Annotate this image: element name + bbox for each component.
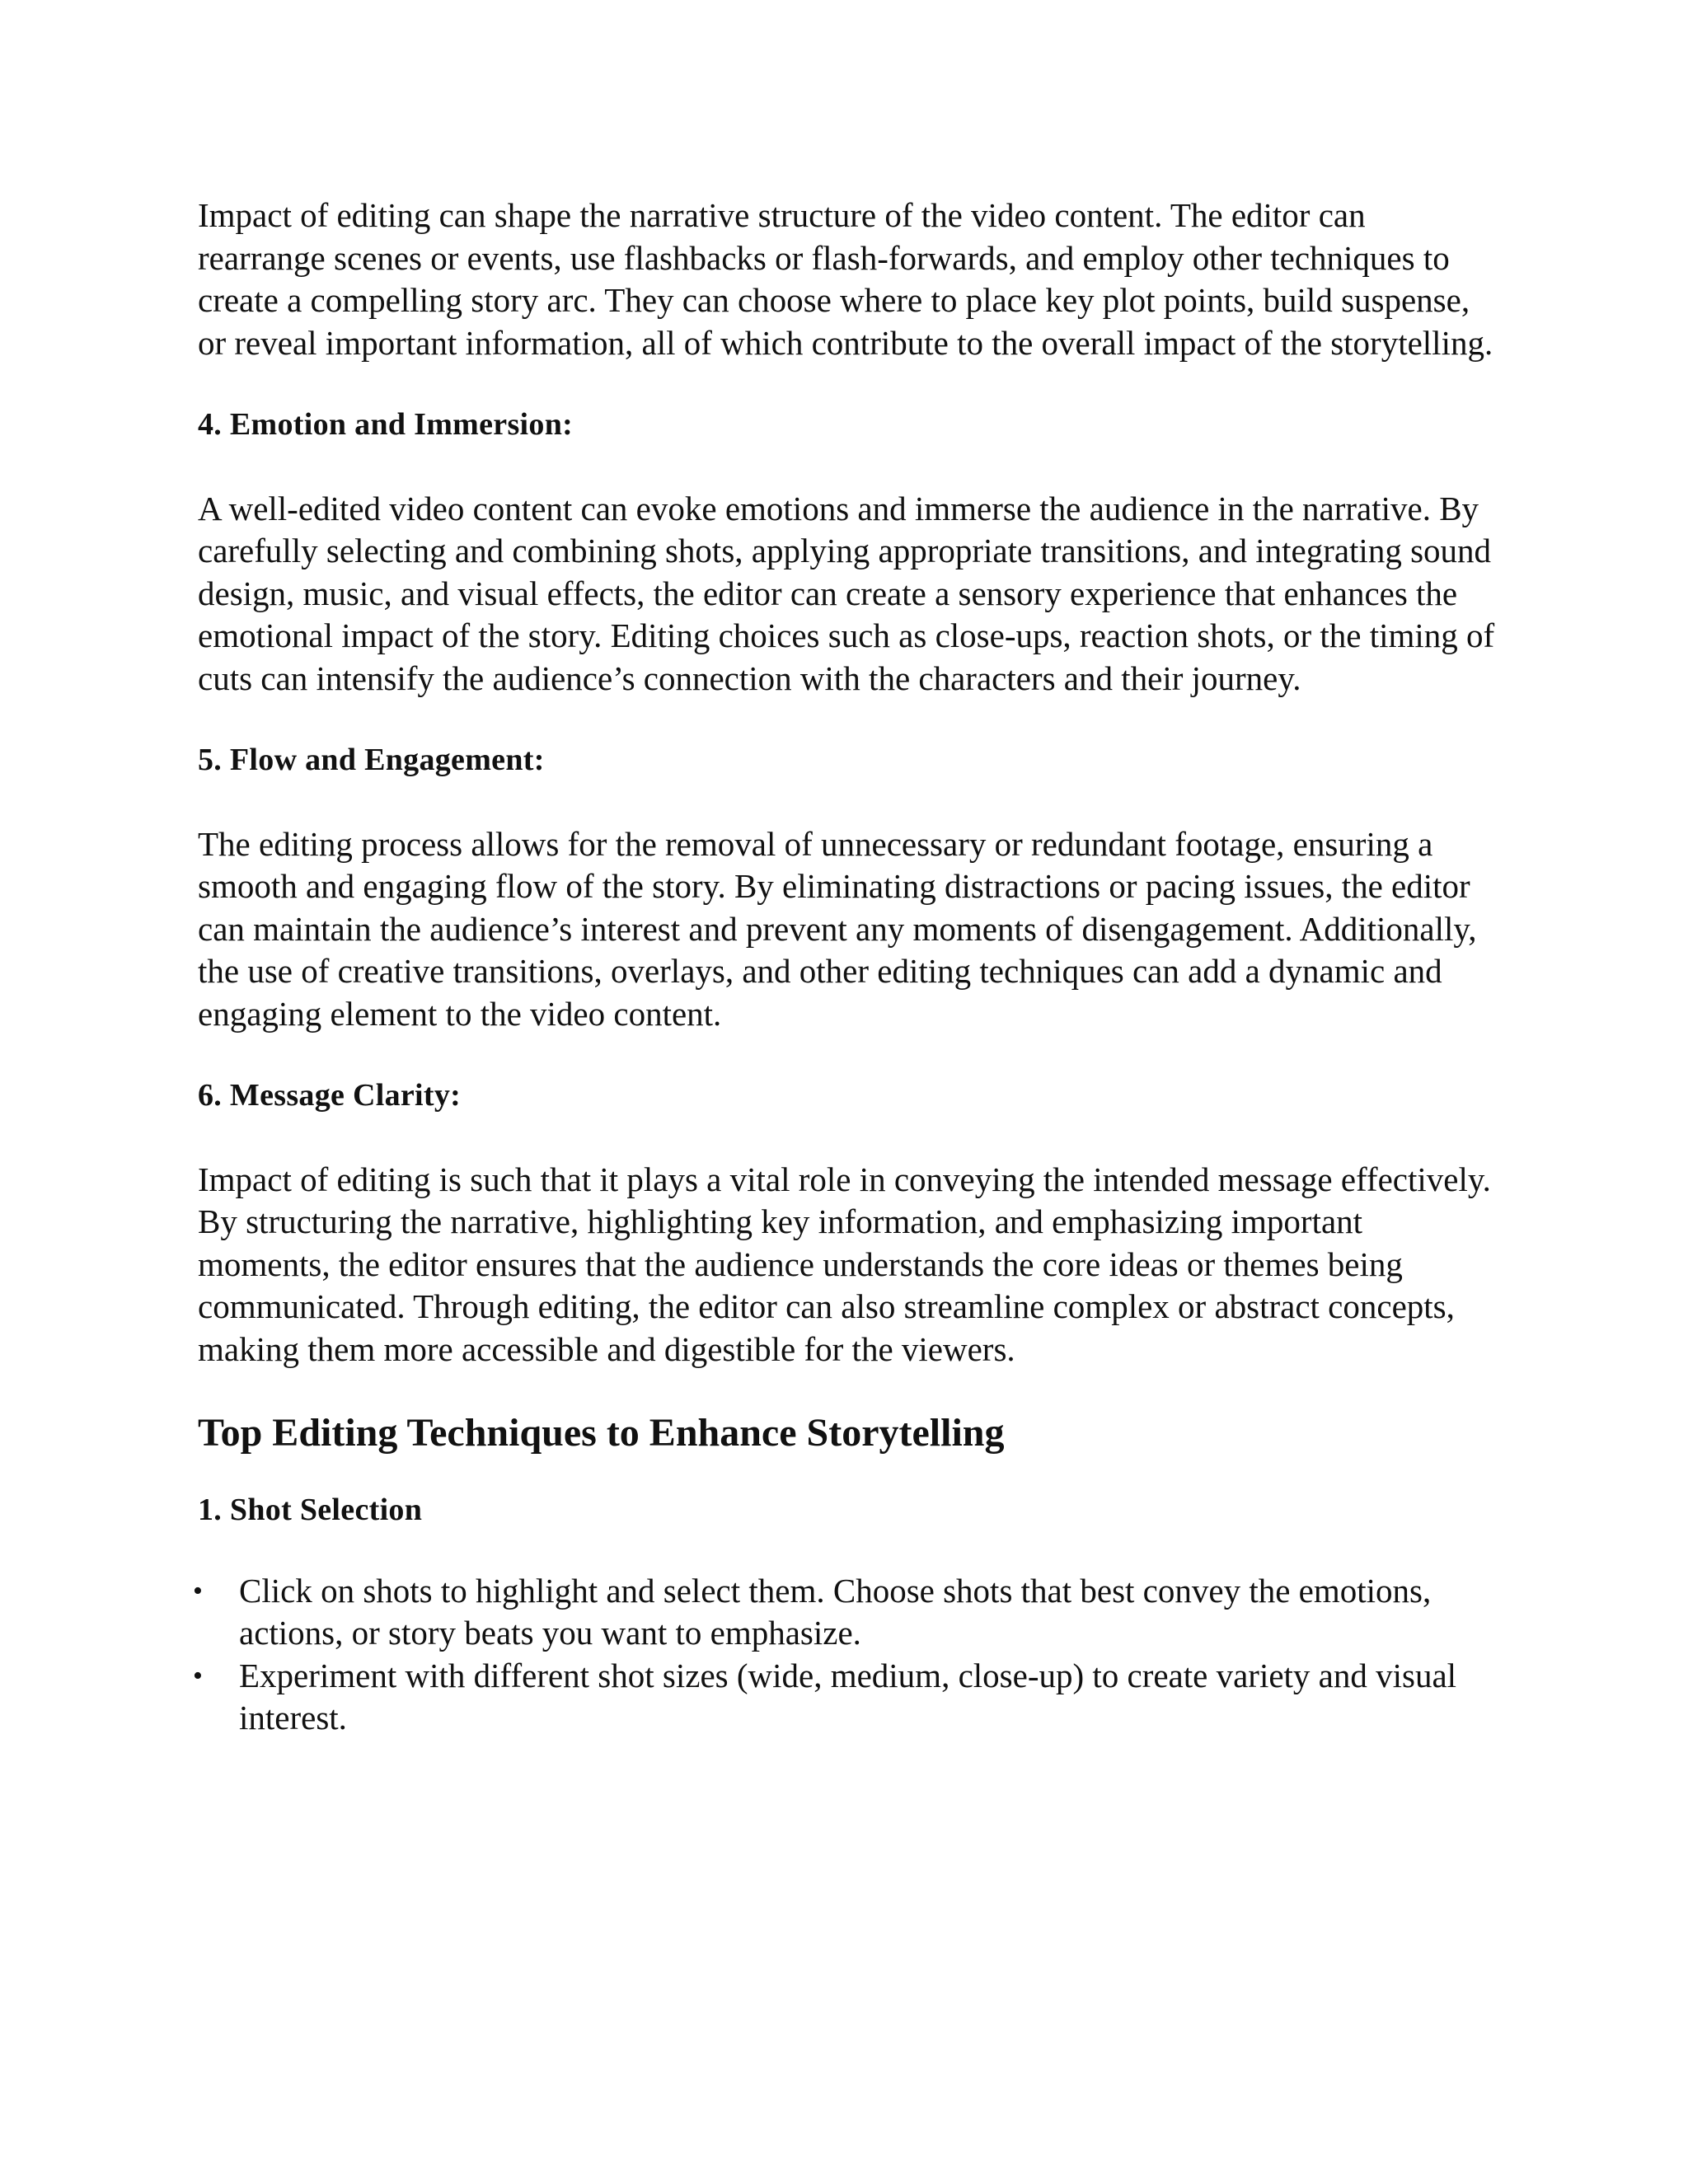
bullet-icon: • [193, 1575, 203, 1606]
intro-paragraph: Impact of editing can shape the narrative structure of the video content. The editor can rearrange scenes or events, use flashbacks or flash-forwards, and employ other techniques to create a compelling story arc. They can choose where to place key plot points, build suspense, or reveal important information, all of which contribute to the overall impact of the storytelling. [198, 196, 1493, 362]
heading-message-clarity: 6. Message Clarity: [198, 1078, 462, 1113]
heading-emotion-immersion: 4. Emotion and Immersion: [198, 407, 574, 442]
list-item [193, 1570, 1500, 1655]
list-item-text: Click on shots to highlight and select them. Choose shots that best convey the emotions, actions, or story beats you want to emphasize. [239, 1571, 1432, 1652]
document-page [193, 194, 1500, 1740]
list-item-text: Experiment with different shot sizes (wide, medium, close-up) to create variety and visual interest. [239, 1656, 1457, 1736]
bullet-icon: • [193, 1660, 203, 1691]
paragraph-message-clarity: Impact of editing is such that it plays a vital role in conveying the intended message effectively. By structuring the narrative, highlighting key information, and emphasizing important moments, the editor ensures that the audience understands the core ideas or themes being communicated. Through editing, the editor can also streamline complex or abstract concepts, making them more accessible and digestible for the viewers. [198, 1160, 1491, 1368]
heading-flow-engagement: 5. Flow and Engagement: [198, 743, 545, 777]
section-title: Top Editing Techniques to Enhance Storytelling [198, 1411, 1005, 1455]
list-item [193, 1655, 1500, 1740]
subheading-shot-selection: 1. Shot Selection [198, 1493, 423, 1527]
paragraph-emotion-immersion: A well-edited video content can evoke emotions and immerse the audience in the narrative. By carefully selecting and combining shots, applying appropriate transitions, and integrating sound design, music, and visual effects, the editor can create a sensory experience that enhances the emotional impact of the story. Editing choices such as close-ups, reaction shots, or the timing of cuts can intensify the audience’s connection with the characters and their journey. [198, 489, 1495, 697]
paragraph-flow-engagement: The editing process allows for the removal of unnecessary or redundant footage, ensuring a smooth and engaging flow of the story. By eliminating distractions or pacing issues, the editor can maintain the audience’s interest and prevent any moments of disengagement. Additionally, the use of creative transitions, overlays, and other editing techniques can add a dynamic and engaging element to the video content. [198, 824, 1477, 1033]
bullet-list [193, 1570, 1500, 1740]
